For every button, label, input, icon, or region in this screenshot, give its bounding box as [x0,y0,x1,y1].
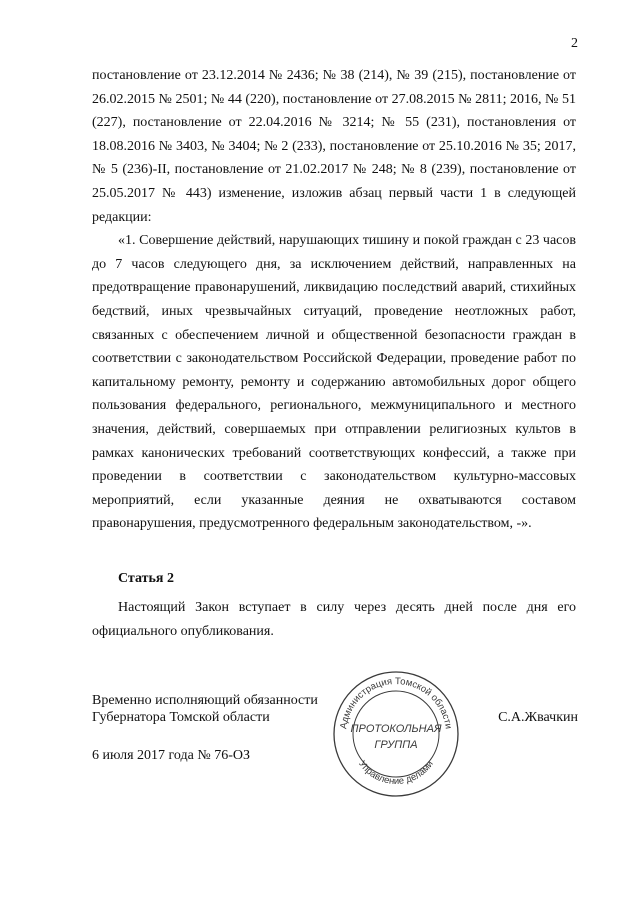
page-number: 2 [571,36,578,51]
continuation-paragraph: постановление от 23.12.2014 № 2436; № 38 (214), № 39 (215), постановление от 26.02.2015 № 2501; № 44 (220), постановление от 27.08.2015 № 2811; 2016, № 51 (227), постановление от 22.04.2016 № 3214; № 55 (231), постановления от 18.08.2016 № 3403, № 3404; № 2 (233), постановление от 25.10.2016 № 35; 2017, № 5 (236)-II, постановление от 21.02.2017 № 248; № 8 (239), постановление от 25.05.2017 № 443) изменение, изложив абзац первый части 1 в следующей редакции: [92,68,576,225]
stamp-outer-text: Администрация Томской области [338,675,454,730]
stamp-center-line1: ПРОТОКОЛЬНАЯ [350,723,442,735]
quoted-paragraph: «1. Совершение действий, нарушающих тишину и покой граждан с 23 часов до 7 часов следующего дня, за исключением действий, направленных на предотвращение правонарушений, ликвидацию последствий аварий, стихийных бедствий, иных чрезвычайных ситуаций, проведение неотложных работ, связанных с обеспечением личной и общественной безопасности граждан в соответствии с законодательством Российской Федерации, проведение работ по капитальному ремонту, ремонту и содержанию автомобильных дорог общего пользования федерального, регионального, межмуниципального и местного значения, действий, совершаемых при отправлении религиозных культов в рамках канонических требований соответствующих конфессий, а также при проведении в соответствии с законодательством культурно-массовых мероприятий, если указанные деяния не охватываются составом правонарушения, предусмотренного федеральным законодательством, -». [92,233,576,532]
official-stamp [330,668,462,800]
law-date-number: 6 июля 2017 года № 76-ОЗ [92,748,250,763]
signature-title [92,692,318,726]
signature-title-line1: Временно исполняющий обязанности [92,693,318,708]
stamp-center-line2: ГРУППА [374,739,418,751]
signature-title-line2: Губернатора Томской области [92,710,270,725]
stamp-bottom-text: Управление делами [356,758,436,788]
body-text [92,64,576,536]
signatory-name: С.А.Жвачкин [498,710,578,725]
article-2-text: Настоящий Закон вступает в силу через десять дней после дня его официального опубликования. [92,600,576,639]
article-2-heading: Статья 2 [118,571,174,586]
